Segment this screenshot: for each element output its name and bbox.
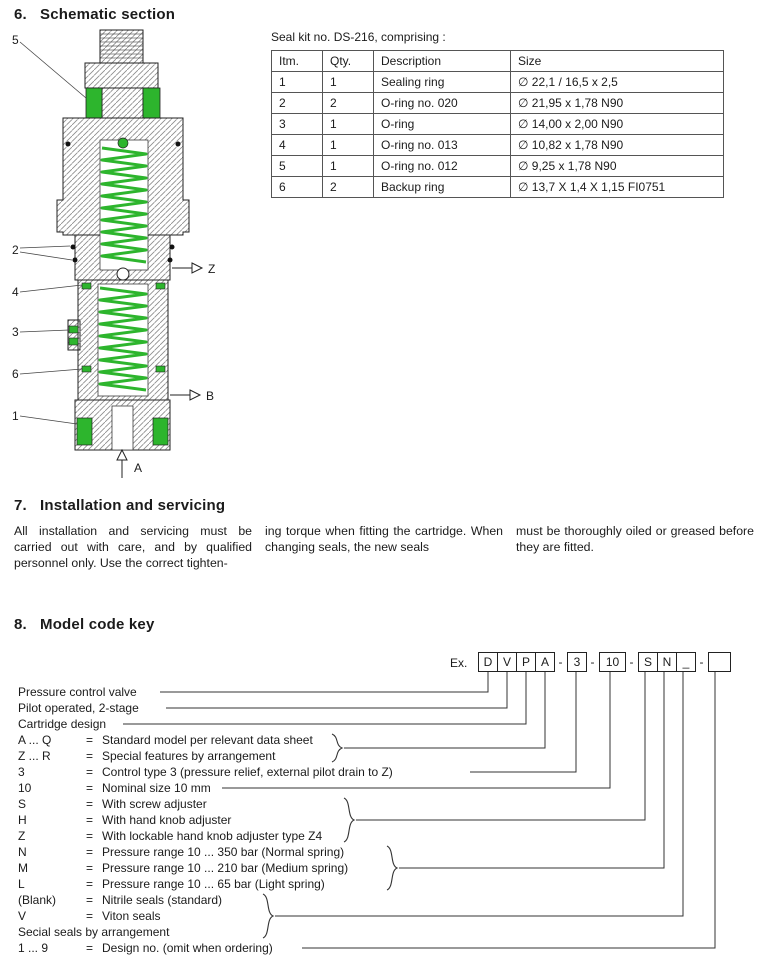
table-row — [272, 135, 724, 156]
seal-block-left-icon — [86, 88, 102, 118]
equals-sign: = — [86, 829, 94, 843]
example-label: Ex. — [450, 656, 468, 670]
cell-itm: 3 — [272, 114, 323, 135]
key-label: Cartridge design — [18, 717, 107, 731]
cell-size: ∅ 14,00 x 2,00 N90 — [511, 114, 724, 135]
key-label: Pilot operated, 2-stage — [18, 701, 139, 715]
cell-size: ∅ 13,7 X 1,4 X 1,15 FI0751 — [511, 177, 724, 198]
section-7-heading — [14, 497, 225, 514]
port-a-label: A — [134, 461, 143, 475]
section-number: 7. — [14, 497, 27, 514]
key-row — [18, 844, 393, 860]
equals-sign: = — [86, 941, 94, 955]
model-code-legend — [18, 684, 393, 956]
dash-separator: - — [699, 655, 704, 669]
key-desc: Viton seals — [102, 909, 161, 923]
key-desc: Nominal size 10 mm — [102, 781, 211, 795]
key-desc: Pressure range 10 ... 210 bar (Medium spring) — [102, 861, 349, 875]
key-row — [18, 860, 393, 876]
model-code-box-seal: _ — [676, 652, 696, 672]
poppet-ball-icon — [117, 268, 129, 280]
model-code-box-10: 10 — [599, 652, 626, 672]
equals-sign: = — [86, 877, 94, 891]
cell-qty: 1 — [323, 72, 374, 93]
key-row — [18, 684, 393, 700]
installation-text-columns — [14, 523, 756, 572]
cell-description: O-ring no. 020 — [374, 93, 511, 114]
bottom-seal-right-icon — [153, 418, 168, 445]
table-row — [272, 72, 724, 93]
table-header-row — [272, 51, 724, 72]
cell-qty: 1 — [323, 156, 374, 177]
dash-separator: - — [629, 655, 634, 669]
text-column-3: must be thoroughly oiled or greased before they are fitted. — [516, 524, 754, 555]
key-code: 3 — [18, 765, 25, 779]
equals-sign: = — [86, 861, 94, 875]
key-code: N — [18, 845, 27, 859]
model-code-box-d: D — [478, 652, 498, 672]
table-row — [272, 177, 724, 198]
seal-kit-block — [271, 30, 741, 198]
equals-sign: = — [86, 893, 94, 907]
key-code: V — [18, 909, 27, 923]
bottom-seal-left-icon — [77, 418, 92, 445]
cell-qty: 1 — [323, 114, 374, 135]
key-desc: With screw adjuster — [102, 797, 207, 811]
cell-qty: 2 — [323, 93, 374, 114]
section-number: 6. — [14, 6, 27, 23]
key-code: A ... Q — [18, 733, 52, 747]
model-code-key — [0, 648, 761, 968]
cell-description: Sealing ring — [374, 72, 511, 93]
equals-sign: = — [86, 749, 94, 763]
key-desc: Nitrile seals (standard) — [102, 893, 223, 907]
o-ring-3-upper-icon — [69, 326, 78, 333]
section-title: Schematic section — [40, 6, 176, 23]
model-code-box-design — [708, 652, 731, 672]
dash-separator: - — [590, 655, 595, 669]
key-label: Pressure control valve — [18, 685, 137, 699]
pilot-seat-icon — [118, 138, 128, 148]
locknut — [85, 63, 158, 88]
equals-sign: = — [86, 845, 94, 859]
key-row — [18, 908, 393, 924]
section-number: 8. — [14, 616, 27, 633]
equals-sign: = — [86, 765, 94, 779]
key-row — [18, 732, 393, 748]
port-z-label: Z — [208, 262, 216, 276]
table-row — [272, 93, 724, 114]
cell-size: ∅ 22,1 / 16,5 x 2,5 — [511, 72, 724, 93]
model-code-box-p: P — [516, 652, 536, 672]
key-code: M — [18, 861, 28, 875]
key-row — [18, 748, 393, 764]
key-code: (Blank) — [18, 893, 57, 907]
table-row — [272, 156, 724, 177]
key-desc: Design no. (omit when ordering) — [102, 941, 273, 955]
key-desc: With lockable hand knob adjuster type Z4 — [102, 829, 323, 843]
cell-qty: 2 — [323, 177, 374, 198]
cell-qty: 1 — [323, 135, 374, 156]
text-column-2: ing torque when fitting the cartridge. When changing seals, the new seals — [265, 524, 503, 555]
key-code: 10 — [18, 781, 32, 795]
cell-description: O-ring — [374, 114, 511, 135]
cell-description: Backup ring — [374, 177, 511, 198]
valve-cross-section-diagram — [6, 26, 241, 491]
key-desc: Control type 3 (pressure relief, external pilot drain to Z) — [102, 765, 393, 779]
section-title: Model code key — [40, 616, 155, 633]
key-row — [18, 780, 393, 796]
port-a-arrow-icon — [117, 450, 127, 478]
key-row — [18, 892, 393, 908]
equals-sign: = — [86, 733, 94, 747]
key-row — [18, 716, 393, 732]
model-code-boxes — [478, 652, 730, 672]
key-label: Secial seals by arrangement — [18, 925, 170, 939]
cell-description: O-ring no. 013 — [374, 135, 511, 156]
equals-sign: = — [86, 781, 94, 795]
port-b-label: B — [206, 389, 215, 403]
inlet-channel — [112, 406, 133, 450]
key-row — [18, 796, 393, 812]
cell-size: ∅ 21,95 x 1,78 N90 — [511, 93, 724, 114]
o-ring-dot-icon — [71, 245, 76, 250]
equals-sign: = — [86, 909, 94, 923]
key-desc: Special features by arrangement — [102, 749, 276, 763]
model-code-box-s: S — [638, 652, 658, 672]
text-column-1: All installation and servicing must be carried out with care, and by qualified personnel only. Use the correct tighten- — [14, 524, 252, 571]
key-row — [18, 876, 393, 892]
adjuster-stud — [100, 30, 143, 63]
dash-separator: - — [558, 655, 563, 669]
callout-1: 1 — [12, 409, 19, 423]
key-desc: With hand knob adjuster — [102, 813, 232, 827]
cell-size: ∅ 10,82 x 1,78 N90 — [511, 135, 724, 156]
table-row — [272, 114, 724, 135]
o-ring-dot-icon — [73, 258, 78, 263]
cell-itm: 2 — [272, 93, 323, 114]
o-ring-4-right-icon — [156, 283, 165, 289]
key-code: S — [18, 797, 27, 811]
o-ring-4-left-icon — [82, 283, 91, 289]
backup-ring-right-icon — [156, 366, 165, 372]
upper-housing — [102, 88, 143, 118]
o-ring-dot-icon — [176, 142, 181, 147]
cell-itm: 1 — [272, 72, 323, 93]
key-row — [18, 828, 393, 844]
column-header-itm: Itm. — [272, 51, 323, 72]
key-desc: Pressure range 10 ... 350 bar (Normal spring) — [102, 845, 345, 859]
callout-6: 6 — [12, 367, 19, 381]
callout-3: 3 — [12, 325, 19, 339]
key-row — [18, 700, 393, 716]
cell-size: ∅ 9,25 x 1,78 N90 — [511, 156, 724, 177]
column-header-description: Description — [374, 51, 511, 72]
key-desc: Pressure range 10 ... 65 bar (Light spring) — [102, 877, 325, 891]
section-title: Installation and servicing — [40, 497, 226, 514]
seal-kit-table — [271, 50, 724, 198]
column-header-size: Size — [511, 51, 724, 72]
port-b-arrow-icon — [170, 390, 200, 400]
key-code: 1 ... 9 — [18, 941, 49, 955]
key-row — [18, 940, 393, 956]
o-ring-3-lower-icon — [69, 338, 78, 345]
key-desc: Standard model per relevant data sheet — [102, 733, 313, 747]
callout-4: 4 — [12, 285, 19, 299]
model-code-box-3: 3 — [567, 652, 587, 672]
backup-ring-left-icon — [82, 366, 91, 372]
callout-5: 5 — [12, 33, 19, 47]
model-code-box-a: A — [535, 652, 555, 672]
key-code: L — [18, 877, 25, 891]
section-8-heading — [14, 616, 155, 633]
key-row — [18, 764, 393, 780]
column-header-qty: Qty. — [323, 51, 374, 72]
key-code: H — [18, 813, 27, 827]
key-code: Z ... R — [18, 749, 51, 763]
o-ring-dot-icon — [170, 245, 175, 250]
cell-itm: 5 — [272, 156, 323, 177]
key-row — [18, 924, 393, 940]
port-z-arrow-icon — [172, 263, 202, 273]
cell-itm: 6 — [272, 177, 323, 198]
o-ring-dot-icon — [168, 258, 173, 263]
section-6-heading — [14, 6, 175, 23]
callout-2: 2 — [12, 243, 19, 257]
equals-sign: = — [86, 797, 94, 811]
seal-block-right-icon — [143, 88, 160, 118]
model-code-box-n: N — [657, 652, 677, 672]
key-code: Z — [18, 829, 26, 843]
seal-kit-caption: Seal kit no. DS-216, comprising : — [271, 30, 446, 44]
model-code-box-v: V — [497, 652, 517, 672]
o-ring-dot-icon — [66, 142, 71, 147]
cell-description: O-ring no. 012 — [374, 156, 511, 177]
equals-sign: = — [86, 813, 94, 827]
cell-itm: 4 — [272, 135, 323, 156]
key-row — [18, 812, 393, 828]
